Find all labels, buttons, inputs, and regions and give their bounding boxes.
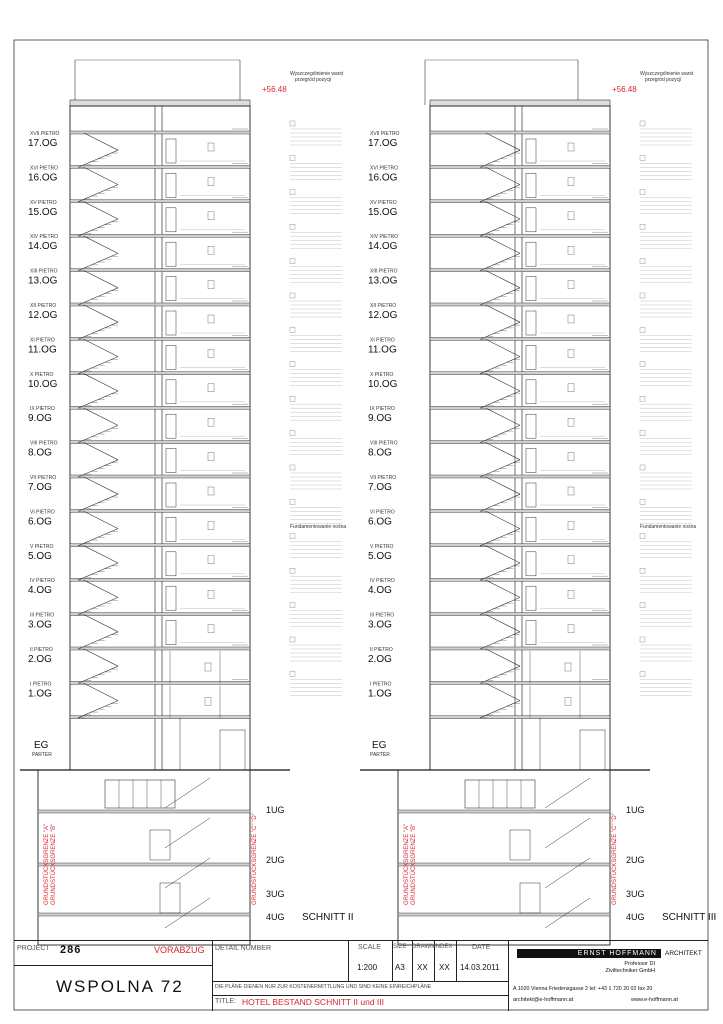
- floor-og-label: 17.OG: [28, 138, 58, 149]
- section-title: SCHNITT III: [662, 912, 717, 923]
- floor-pietro-label: II PIETRO: [370, 647, 393, 653]
- floor-pietro-label: XVII PIETRO: [30, 131, 60, 137]
- floor-slab: [70, 475, 250, 478]
- door-opening: [526, 242, 536, 266]
- annotation-tag: [290, 671, 295, 676]
- room-tag-box: [568, 143, 574, 151]
- project-number: 286: [60, 944, 82, 956]
- annotation-tag: [640, 155, 645, 160]
- floor-og-label: 4.OG: [28, 585, 52, 597]
- room-tag-box: [568, 521, 574, 529]
- floor-pietro-label: III PIETRO: [370, 612, 395, 619]
- door-opening: [166, 277, 176, 301]
- annotation-tag: [290, 224, 295, 229]
- annotation-tag: [290, 327, 295, 332]
- annotation-tag: [640, 362, 645, 367]
- annotation-tag: [290, 534, 295, 539]
- room-tag-box: [568, 246, 574, 254]
- floor-og-label: 8.OG: [28, 447, 52, 459]
- floor-slab: [70, 716, 250, 719]
- floor-pietro-label: V PIETRO: [370, 543, 394, 550]
- date-label: DATE: [472, 944, 491, 951]
- door-opening: [166, 552, 176, 576]
- door-opening: [526, 414, 536, 438]
- room-tag-box: [208, 315, 214, 323]
- ziviltechniker-label: Ziviltechniker GmbH: [605, 968, 655, 974]
- section-right-labels: [368, 71, 716, 923]
- section-left-drawing: [20, 60, 342, 945]
- basement-level-label: 3UG: [266, 889, 285, 899]
- room-tag-box: [205, 663, 211, 671]
- floor-og-label: 10.OG: [28, 378, 58, 390]
- floor-og-label: 11.OG: [368, 344, 397, 356]
- room-tag-box: [568, 487, 574, 495]
- annotation-tag: [640, 190, 645, 195]
- floor-pietro-label: XIV PIETRO: [30, 234, 59, 241]
- firm-cell: [508, 941, 709, 1011]
- room-tag-box: [568, 418, 574, 426]
- floor-pietro-label: XV PIETRO: [30, 199, 57, 206]
- roof-slab: [430, 100, 610, 106]
- door-opening: [166, 621, 176, 645]
- title-block: [14, 940, 708, 1011]
- floor-og-label: 12.OG: [28, 310, 58, 321]
- room-tag-box: [208, 281, 214, 289]
- floor-pietro-label: IV PIETRO: [370, 578, 395, 585]
- annotation-tag: [290, 190, 295, 195]
- door-opening: [166, 173, 176, 197]
- floor-pietro-label: XI PIETRO: [30, 337, 55, 344]
- room-tag-box: [208, 625, 214, 633]
- annotation-tag: [640, 121, 645, 126]
- floor-og-label: 12.OG: [368, 310, 398, 321]
- floor-slab: [70, 406, 250, 409]
- room-tag-box: [208, 590, 214, 598]
- room-tag-box: [208, 521, 214, 529]
- door-opening: [526, 517, 536, 541]
- floor-pietro-label: X PIETRO: [370, 371, 394, 378]
- room-tag-box: [568, 281, 574, 289]
- door-opening: [526, 173, 536, 197]
- door-opening: [526, 208, 536, 232]
- basement-level-label: 4UG: [266, 912, 285, 922]
- floor-slab: [70, 269, 250, 272]
- floor-og-label: 7.OG: [368, 482, 392, 493]
- roof-slab: [70, 100, 250, 106]
- door-opening: [526, 586, 536, 610]
- floor-slab: [70, 681, 250, 684]
- floor-pietro-label: XIII PIETRO: [30, 268, 58, 275]
- annotation-tag: [640, 224, 645, 229]
- room-tag-box: [568, 590, 574, 598]
- floor-slab: [430, 372, 610, 375]
- floor-og-label: 2.OG: [28, 654, 52, 665]
- room-tag-box: [205, 697, 211, 705]
- door-opening: [526, 449, 536, 473]
- title-label: TITLE:: [215, 998, 237, 1005]
- floor-pietro-label: IX PIETRO: [370, 406, 395, 413]
- room-tag-box: [568, 349, 574, 357]
- floor-og-label: 8.OG: [368, 447, 392, 459]
- floor-pietro-label: VII PIETRO: [30, 475, 57, 481]
- annotation-tag: [640, 431, 645, 436]
- floor-slab: [430, 509, 610, 512]
- annotation-tag: [640, 603, 645, 608]
- floor-pietro-label: XII PIETRO: [30, 303, 57, 309]
- floor-slab: [430, 234, 610, 237]
- floor-og-label: 1.OG: [28, 688, 52, 700]
- basement-outline: [398, 770, 610, 945]
- floor-slab: [70, 613, 250, 616]
- floor-og-label: 3.OG: [28, 619, 52, 631]
- annotation-tag: [290, 293, 295, 298]
- foundation-note: Fundamentowanie nośna: [290, 524, 347, 530]
- room-tag-box: [208, 418, 214, 426]
- floor-pietro-label: X PIETRO: [30, 371, 54, 378]
- floor-slab: [430, 681, 610, 684]
- floor-slab: [70, 303, 250, 306]
- door-opening: [166, 139, 176, 163]
- drawn-value: XX: [417, 963, 428, 972]
- annotation-tag: [640, 671, 645, 676]
- size-label: SIZE: [393, 944, 407, 950]
- door-opening: [166, 242, 176, 266]
- floor-pietro-label: VI PIETRO: [370, 509, 395, 516]
- floor-og-label: 15.OG: [28, 206, 58, 218]
- floor-og-label: 9.OG: [368, 413, 392, 425]
- floor-pietro-label: I PIETRO: [370, 681, 392, 688]
- floor-og-label: 1.OG: [368, 688, 392, 700]
- annotation-tag: [640, 293, 645, 298]
- disclaimer-row: [212, 981, 508, 996]
- floor-pietro-label: XVI PIETRO: [370, 165, 399, 172]
- project-label: PROJECT: [17, 945, 50, 952]
- index-label: INDEX: [434, 944, 453, 950]
- annotation-tag: [290, 465, 295, 470]
- floor-pietro-label: VII PIETRO: [370, 475, 397, 481]
- foundation-note: Fundamentowanie nośna: [640, 524, 697, 530]
- floor-slab: [70, 131, 250, 134]
- email-text: architekt@e-hoffmann.at: [513, 997, 574, 1003]
- property-line-a-label: GRUNDSTÜCKSGRENZE "A": [44, 823, 50, 905]
- ground-floor-label: EG: [372, 740, 387, 751]
- top-note-line-2: przegród pozycji: [295, 77, 332, 83]
- floor-pietro-label: III PIETRO: [30, 612, 55, 619]
- property-line-b-label: GRUNDSTÜCKSGRENZE "B": [411, 823, 417, 905]
- meta-cells: [348, 941, 508, 982]
- top-note-line-2: przegród pozycji: [645, 77, 682, 83]
- floor-slab: [430, 200, 610, 203]
- annotation-tag: [290, 499, 295, 504]
- door-opening: [526, 380, 536, 404]
- property-line-a-label: GRUNDSTÜCKSGRENZE "A": [404, 823, 410, 905]
- floor-slab: [70, 647, 250, 650]
- property-line-cd-label: GRUNDSTÜCKSGRENZE "C" "D": [252, 813, 258, 905]
- floor-slab: [70, 544, 250, 547]
- floor-og-label: 17.OG: [368, 138, 398, 149]
- door-opening: [526, 345, 536, 369]
- floor-og-label: 4.OG: [368, 585, 392, 597]
- room-tag-box: [568, 315, 574, 323]
- floor-og-label: 15.OG: [368, 206, 398, 218]
- entrance-door: [580, 730, 605, 770]
- annotation-tag: [290, 603, 295, 608]
- floor-og-label: 13.OG: [368, 275, 398, 287]
- door-opening: [526, 621, 536, 645]
- floor-pietro-label: IX PIETRO: [30, 406, 55, 413]
- annotation-tag: [640, 396, 645, 401]
- index-cell: [434, 941, 457, 981]
- floor-slab: [70, 234, 250, 237]
- project-name: WSPOLNA 72: [56, 977, 184, 996]
- door-opening: [526, 277, 536, 301]
- floor-slab: [70, 165, 250, 168]
- detail-label: DETAIL NUMBER: [215, 945, 272, 952]
- project-cell: [14, 941, 213, 966]
- web-text: www.e-hoffmann.at: [631, 997, 678, 1003]
- professor-label: Professor DI: [624, 961, 655, 967]
- floor-slab: [430, 269, 610, 272]
- door-opening: [526, 483, 536, 507]
- door-opening: [166, 483, 176, 507]
- basement-door: [160, 883, 180, 913]
- floor-og-label: 9.OG: [28, 413, 52, 425]
- annotation-tag: [640, 327, 645, 332]
- floor-slab: [70, 372, 250, 375]
- door-opening: [166, 586, 176, 610]
- floor-pietro-label: XVII PIETRO: [370, 131, 400, 137]
- floor-og-label: 6.OG: [28, 516, 52, 528]
- basement-slab: [38, 913, 250, 916]
- room-tag-box: [208, 556, 214, 564]
- basement-level-label: 2UG: [626, 855, 645, 865]
- floor-og-label: 16.OG: [368, 172, 398, 184]
- floor-slab: [70, 578, 250, 581]
- address-text: A 1020 Vienna Friedensgasse 2 tel: +43 1 720 20 02 fax 20: [513, 986, 653, 992]
- index-value: XX: [439, 963, 450, 972]
- top-elevation-label: +56.48: [612, 85, 637, 94]
- floor-og-label: 5.OG: [368, 550, 392, 562]
- project-name-cell: [14, 965, 213, 1011]
- firm-name: ERNST HOFFMANN: [577, 950, 657, 957]
- floor-slab: [430, 647, 610, 650]
- top-elevation-label: +56.48: [262, 85, 287, 94]
- room-tag-box: [568, 556, 574, 564]
- basement-window-grid: [465, 780, 535, 808]
- basement-slab: [398, 863, 610, 866]
- floor-pietro-label: XIV PIETRO: [370, 234, 399, 241]
- floor-og-label: 7.OG: [28, 482, 52, 493]
- basement-level-label: 1UG: [266, 805, 285, 815]
- floor-og-label: 16.OG: [28, 172, 58, 184]
- floor-slab: [70, 509, 250, 512]
- date-value: 14.03.2011: [460, 963, 500, 972]
- floor-slab: [430, 337, 610, 340]
- scale-value: 1:200: [357, 963, 378, 972]
- floor-slab: [430, 441, 610, 444]
- floor-pietro-label: XVI PIETRO: [30, 165, 59, 172]
- room-tag-box: [565, 663, 571, 671]
- floor-slab: [70, 200, 250, 203]
- floor-pietro-label: II PIETRO: [30, 647, 53, 653]
- floor-og-label: 14.OG: [368, 241, 398, 253]
- room-tag-box: [568, 453, 574, 461]
- floor-pietro-label: XIII PIETRO: [370, 268, 398, 275]
- room-tag-box: [208, 212, 214, 220]
- basement-door: [150, 830, 170, 860]
- vorabzug-label: VORABZUG: [154, 945, 205, 955]
- basement-slab: [38, 863, 250, 866]
- floor-og-label: 5.OG: [28, 550, 52, 562]
- floor-og-label: 3.OG: [368, 619, 392, 631]
- floor-og-label: 2.OG: [368, 654, 392, 665]
- floor-pietro-label: XV PIETRO: [370, 199, 397, 206]
- annotation-tag: [290, 396, 295, 401]
- floor-slab: [70, 441, 250, 444]
- floor-slab: [430, 131, 610, 134]
- annotation-tag: [290, 121, 295, 126]
- floor-slab: [430, 475, 610, 478]
- date-cell: [456, 941, 508, 981]
- scale-label: SCALE: [358, 944, 381, 951]
- floor-og-label: 6.OG: [368, 516, 392, 528]
- door-opening: [166, 311, 176, 335]
- annotation-tag: [640, 465, 645, 470]
- floor-slab: [430, 578, 610, 581]
- entrance-door: [220, 730, 245, 770]
- floor-pietro-label: XI PIETRO: [370, 337, 395, 344]
- floor-pietro-label: IV PIETRO: [30, 578, 55, 585]
- room-tag-box: [208, 143, 214, 151]
- annotation-tag: [290, 431, 295, 436]
- building-outline: [70, 106, 250, 770]
- basement-slab: [398, 913, 610, 916]
- annotation-tag: [290, 155, 295, 160]
- room-tag-box: [568, 177, 574, 185]
- door-opening: [166, 380, 176, 404]
- basement-door: [510, 830, 530, 860]
- section-title: SCHNITT II: [302, 912, 354, 923]
- basement-level-label: 1UG: [626, 805, 645, 815]
- detail-cell: [212, 941, 349, 982]
- floor-slab: [70, 337, 250, 340]
- floor-slab: [430, 303, 610, 306]
- parter-label: PARTER: [32, 752, 52, 758]
- size-value: A3: [395, 963, 405, 972]
- parter-label: PARTER: [370, 752, 390, 758]
- section-left-labels: [28, 71, 353, 923]
- annotation-tag: [290, 637, 295, 642]
- annotation-tag: [640, 534, 645, 539]
- floor-pietro-label: XII PIETRO: [370, 303, 397, 309]
- room-tag-box: [208, 246, 214, 254]
- size-cell: [392, 941, 413, 981]
- floor-pietro-label: V PIETRO: [30, 543, 54, 550]
- building-outline: [430, 106, 610, 770]
- basement-window-grid: [105, 780, 175, 808]
- basement-outline: [38, 770, 250, 945]
- annotation-tag: [640, 259, 645, 264]
- annotation-tag: [290, 568, 295, 573]
- floor-og-label: 11.OG: [28, 344, 57, 356]
- annotation-tag: [640, 568, 645, 573]
- basement-level-label: 4UG: [626, 912, 645, 922]
- door-opening: [166, 414, 176, 438]
- floor-slab: [430, 406, 610, 409]
- drawn-label: DRAWN: [412, 944, 435, 950]
- floor-slab: [430, 165, 610, 168]
- annotation-tag: [640, 637, 645, 642]
- basement-slab: [38, 810, 250, 813]
- room-tag-box: [208, 349, 214, 357]
- firm-banner: [517, 949, 661, 958]
- room-tag-box: [568, 384, 574, 392]
- top-note-line-1: Wyszczególnienie warst: [640, 71, 694, 77]
- floor-slab: [430, 544, 610, 547]
- door-opening: [166, 517, 176, 541]
- room-tag-box: [565, 697, 571, 705]
- drawn-cell: [412, 941, 435, 981]
- annotation-tag: [290, 362, 295, 367]
- room-tag-box: [568, 212, 574, 220]
- architekt-label: ARCHITEKT: [665, 950, 702, 957]
- basement-slab: [398, 810, 610, 813]
- door-opening: [166, 208, 176, 232]
- floor-pietro-label: I PIETRO: [30, 681, 52, 688]
- room-tag-box: [208, 384, 214, 392]
- floor-pietro-label: VI PIETRO: [30, 509, 55, 516]
- scale-cell: [348, 941, 393, 981]
- room-tag-box: [208, 487, 214, 495]
- door-opening: [166, 345, 176, 369]
- annotation-tag: [640, 499, 645, 504]
- floor-og-label: 13.OG: [28, 275, 58, 287]
- door-opening: [526, 552, 536, 576]
- door-opening: [526, 311, 536, 335]
- property-line-b-label: GRUNDSTÜCKSGRENZE "B": [51, 823, 57, 905]
- annotation-tag: [290, 259, 295, 264]
- floor-slab: [430, 613, 610, 616]
- basement-level-label: 3UG: [626, 889, 645, 899]
- floor-pietro-label: VIII PIETRO: [370, 440, 398, 447]
- ground-floor-label: EG: [34, 740, 49, 751]
- top-note-line-1: Wyszczególnienie warst: [290, 71, 344, 77]
- basement-level-label: 2UG: [266, 855, 285, 865]
- floor-og-label: 10.OG: [368, 378, 398, 390]
- drawing-title: HOTEL BESTAND SCHNITT II und III: [242, 997, 385, 1007]
- floor-pietro-label: VIII PIETRO: [30, 440, 58, 447]
- title-row: [212, 995, 508, 1011]
- disclaimer-text: DIE PLÄNE DIENEN NUR ZUR KOSTENERMITTLUNG UND SIND KEINE EINREICHPLÄNE: [215, 984, 432, 990]
- floor-slab: [430, 716, 610, 719]
- basement-door: [520, 883, 540, 913]
- floor-og-label: 14.OG: [28, 241, 58, 253]
- property-line-cd-label: GRUNDSTÜCKSGRENZE "C" "D": [612, 813, 618, 905]
- door-opening: [526, 139, 536, 163]
- room-tag-box: [568, 625, 574, 633]
- room-tag-box: [208, 177, 214, 185]
- door-opening: [166, 449, 176, 473]
- room-tag-box: [208, 453, 214, 461]
